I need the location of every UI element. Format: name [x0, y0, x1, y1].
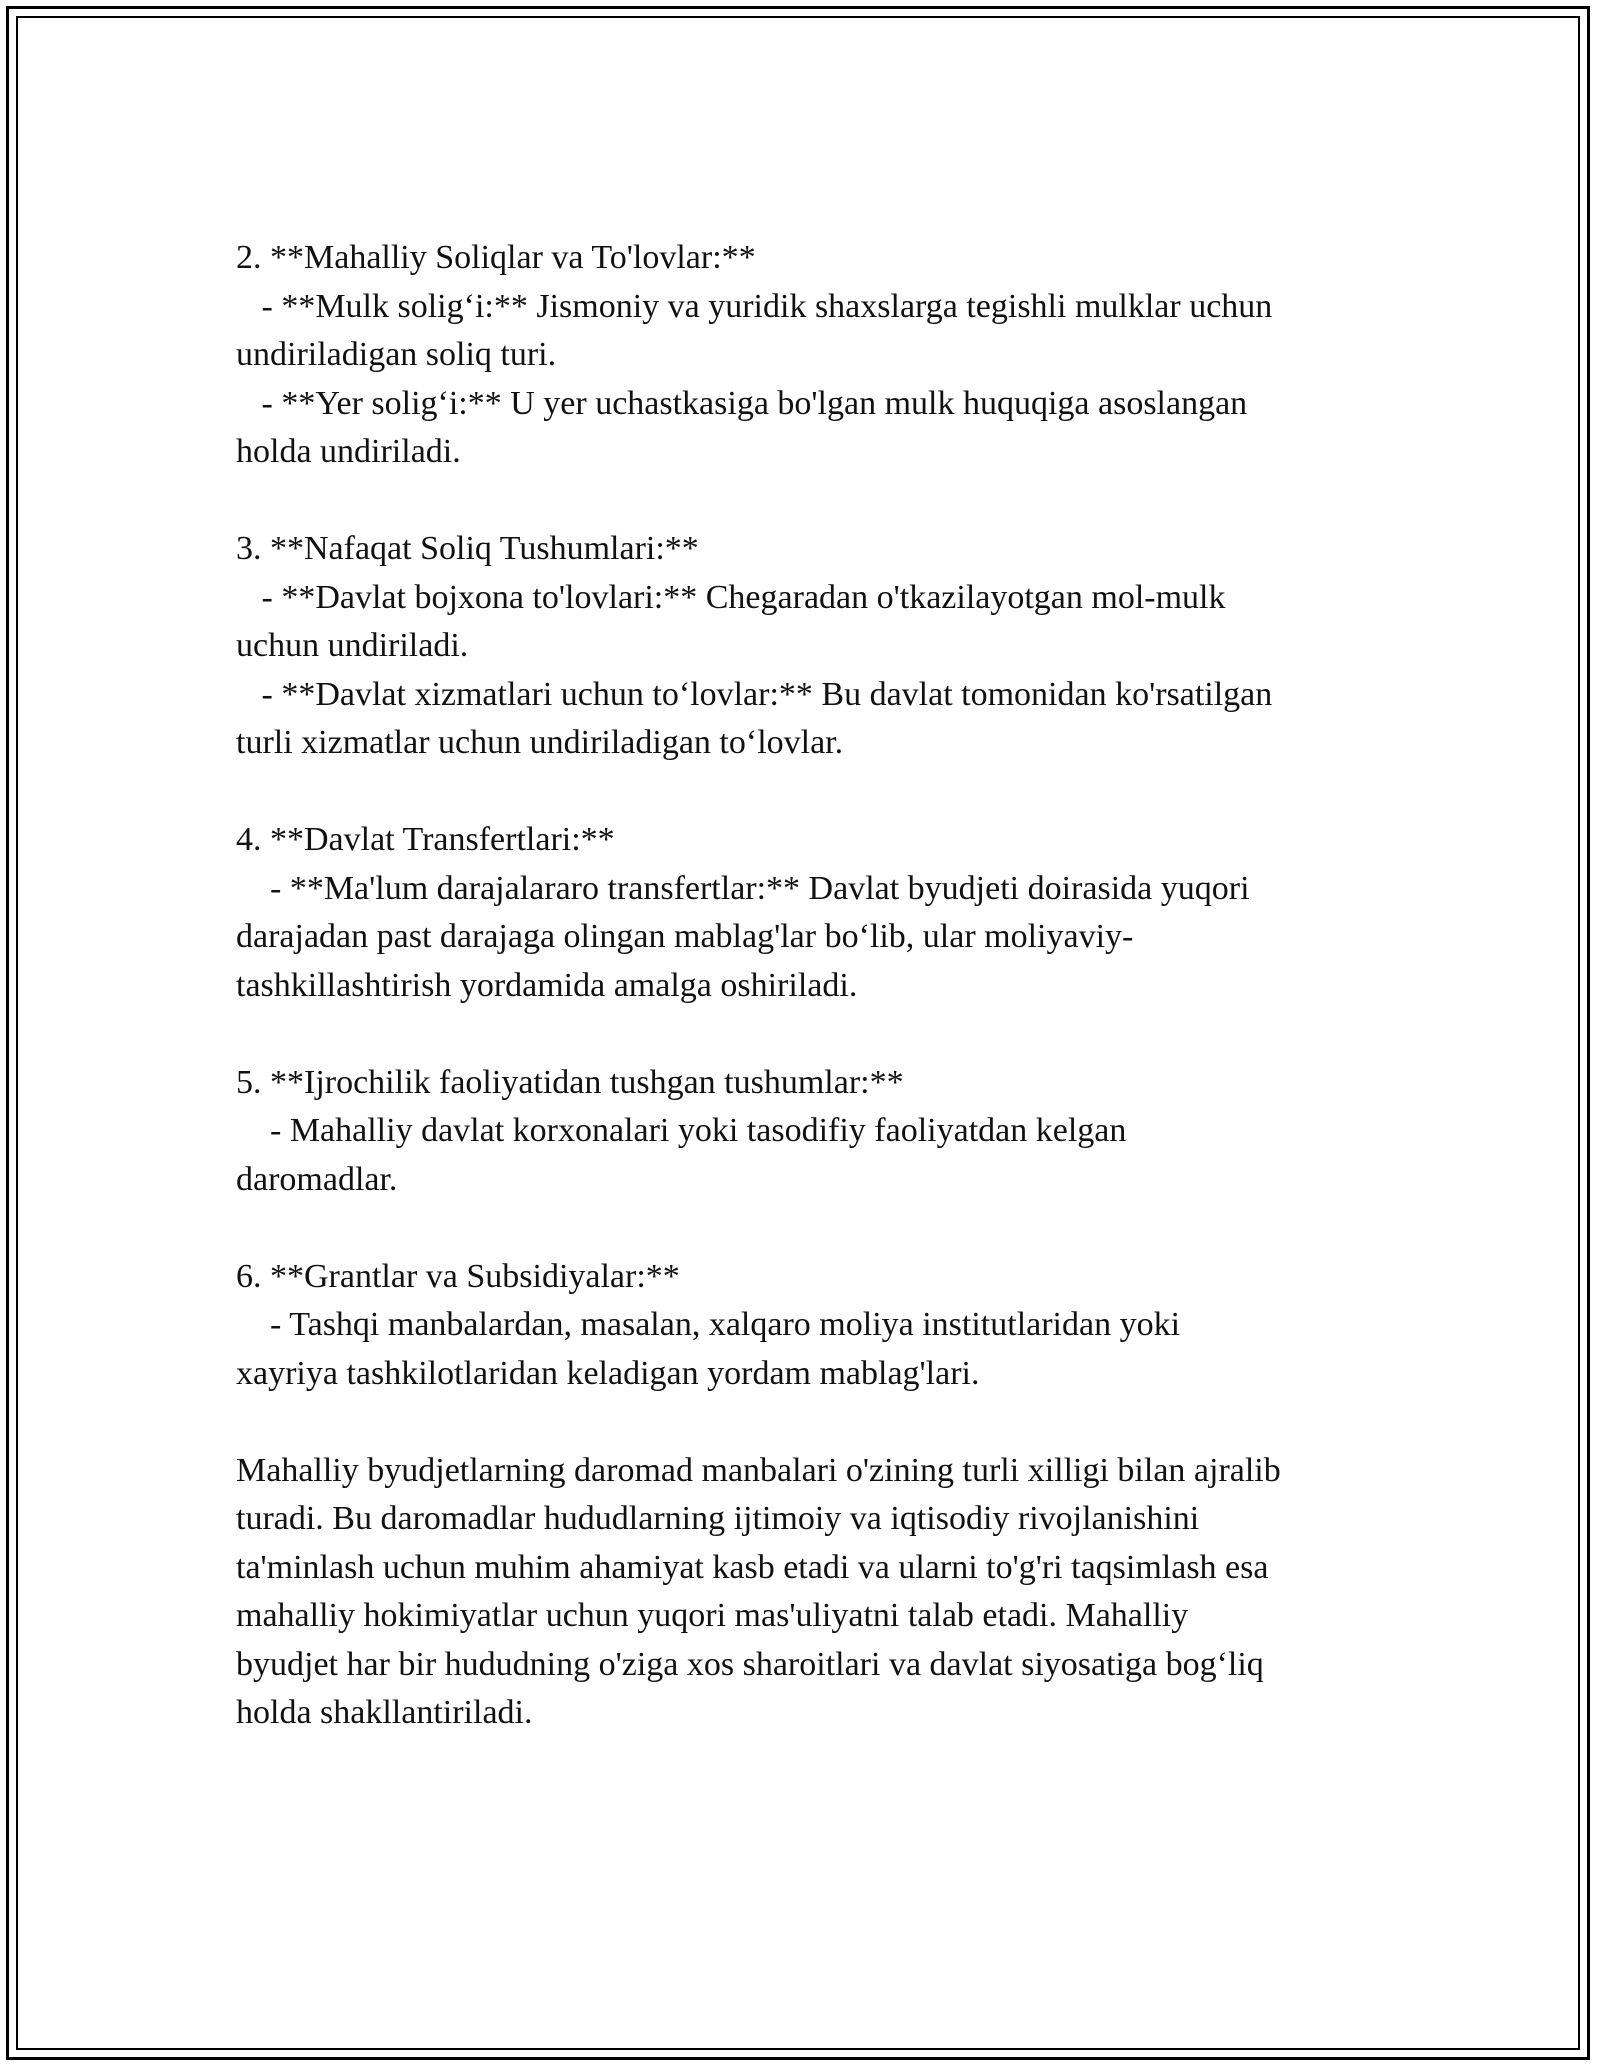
section-line: uchun undiriladi. — [236, 627, 469, 664]
section-line: turli xizmatlar uchun undiriladigan to‘lovlar. — [236, 724, 844, 761]
section-line: - **Ma'lum darajalararo transfertlar:** Davlat byudjeti doirasida yuqori — [236, 869, 1250, 907]
section-line: - Mahalliy davlat korxonalari yoki tasodifiy faoliyatdan kelgan — [236, 1112, 1127, 1149]
paragraph-line: holda shakllantiriladi. — [236, 1694, 533, 1731]
section-line: - **Yer solig‘i:** U yer uchastkasiga bo'lgan mulk huquqiga asoslangan — [236, 384, 1248, 422]
section-line: undiriladigan soliq turi. — [236, 336, 557, 373]
paragraph-line: ta'minlash uchun muhim ahamiyat kasb etadi va ularni to'g'ri taqsimlash esa — [236, 1548, 1269, 1586]
section-mahalliy-soliqlar — [236, 234, 1376, 477]
section-line: xayriya tashkilotlaridan keladigan yordam mablag'lari. — [236, 1354, 980, 1392]
paragraph-line: Mahalliy byudjetlarning daromad manbalari o'zining turli xilligi bilan ajralib — [236, 1451, 1281, 1489]
section-line: - **Davlat bojxona to'lovlari:** Chegaradan o'tkazilayotgan mol-mulk — [236, 578, 1226, 616]
paragraph-line: turadi. Bu daromadlar hududlarning ijtimoiy va iqtisodiy rivojlanishini — [236, 1500, 1200, 1537]
section-davlat-transfertlari — [236, 816, 1376, 1010]
section-grantlar-subsidiyalar — [236, 1253, 1376, 1399]
paragraph-line: mahalliy hokimiyatlar uchun yuqori mas'uliyatni talab etadi. Mahalliy — [236, 1597, 1189, 1634]
section-ijrochilik-faoliyati — [236, 1059, 1376, 1205]
paragraph-line: byudjet har bir hududning o'ziga xos sharoitlari va davlat siyosatiga bog‘liq — [236, 1645, 1264, 1683]
closing-paragraph — [236, 1447, 1376, 1738]
section-line: - **Mulk solig‘i:** Jismoniy va yuridik shaxslarga tegishli mulklar uchun — [236, 287, 1273, 325]
section-heading: 4. **Davlat Transfertlari:** — [236, 821, 615, 858]
section-heading: 3. **Nafaqat Soliq Tushumlari:** — [236, 530, 699, 567]
section-line: daromadlar. — [236, 1160, 398, 1198]
section-heading: 6. **Grantlar va Subsidiyalar:** — [236, 1257, 680, 1295]
section-line: - Tashqi manbalardan, masalan, xalqaro moliya institutlaridan yoki — [236, 1306, 1181, 1343]
section-line: tashkillashtirish yordamida amalga oshiriladi. — [236, 966, 858, 1004]
section-line: holda undiriladi. — [236, 433, 461, 470]
document-page — [236, 234, 1376, 1738]
section-heading: 5. **Ijrochilik faoliyatidan tushgan tushumlar:** — [236, 1063, 904, 1101]
section-heading: 2. **Mahalliy Soliqlar va To'lovlar:** — [236, 239, 756, 276]
section-line: - **Davlat xizmatlari uchun to‘lovlar:** Bu davlat tomonidan ko'rsatilgan — [236, 675, 1273, 713]
section-nafaqat-soliq — [236, 525, 1376, 768]
section-line: darajadan past darajaga olingan mablag'lar bo‘lib, ular moliyaviy- — [236, 918, 1134, 955]
